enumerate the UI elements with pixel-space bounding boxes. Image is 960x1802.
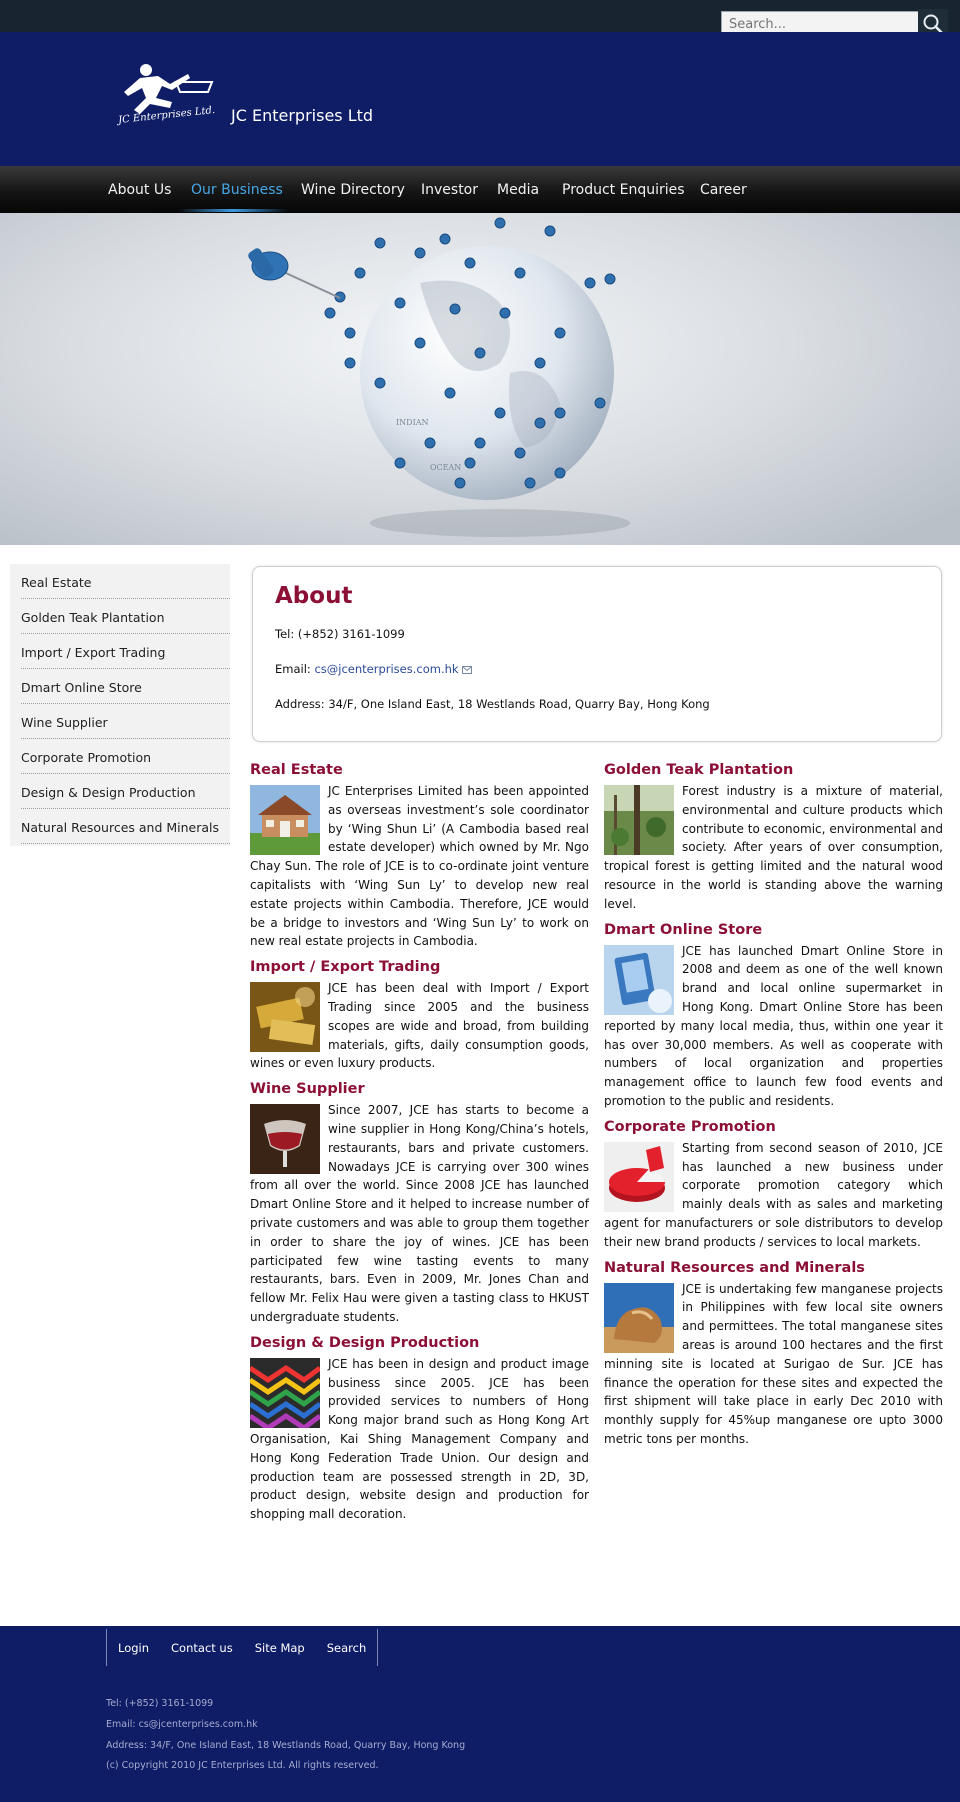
section-body: JCE is undertaking few manganese projects in Philippines with few local site owners and permittees. The total manganese sites areas is around 100 hectares and the first minning site is located at Surigao de Sur. JCE has finance the operation for these sites and expected the first shipment will take place in early Dec 2010 with monthly supply for 45%up manganese ore upto 3000 metric tons per months. (604, 1281, 943, 1446)
section-title: Wine Supplier (250, 1081, 365, 1098)
map-pin-icon (515, 268, 525, 278)
map-pin-icon (395, 298, 405, 308)
sidebar-item-natural-resources[interactable]: Natural Resources and Minerals (21, 809, 230, 844)
nav-about-us[interactable]: About Us (108, 182, 172, 198)
about-title: About (275, 583, 353, 609)
map-pin-icon (515, 448, 525, 458)
map-pin-icon (555, 408, 565, 418)
online-store-thumbnail-image (604, 945, 674, 1015)
map-pin-icon (500, 308, 510, 318)
about-tel (275, 627, 405, 641)
footer-copyright: (c) Copyright 2010 JC Enterprises Ltd. All rights reserved. (106, 1760, 379, 1771)
map-pin-icon (465, 458, 475, 468)
map-pin-icon (450, 304, 460, 314)
map-pin-icon (375, 378, 385, 388)
map-pin-icon (440, 234, 450, 244)
footer-email: Email: cs@jcenterprises.com.hk (106, 1719, 258, 1730)
sidebar (10, 564, 230, 846)
gold-bars-thumbnail-image (250, 982, 320, 1052)
section-title: Design & Design Production (250, 1334, 480, 1351)
svg-text:OCEAN: OCEAN (430, 463, 462, 472)
section-wine-supplier (250, 1081, 589, 1327)
about-address (275, 697, 710, 711)
content-column-left (250, 762, 589, 1524)
wine-glass-thumbnail-image (250, 1104, 320, 1174)
section-import-export (250, 959, 589, 1073)
map-pin-icon (325, 308, 335, 318)
house-thumbnail-image (250, 785, 320, 855)
footer-link-sitemap[interactable]: Site Map (254, 1640, 305, 1655)
map-pin-icon (475, 348, 485, 358)
nav-active-indicator (178, 209, 288, 212)
section-real-estate (250, 762, 589, 951)
nav-media[interactable]: Media (497, 182, 540, 198)
logo-wordmark: JC Enterprises Ltd. (117, 104, 216, 127)
map-pin-icon (445, 388, 455, 398)
section-dmart (604, 922, 943, 1111)
pie-chart-thumbnail-image (604, 1142, 674, 1212)
map-pin-icon (495, 218, 505, 228)
footer-link-search[interactable]: Search (326, 1640, 367, 1655)
sidebar-item-wine-supplier[interactable]: Wine Supplier (21, 704, 230, 739)
section-title: Natural Resources and Minerals (604, 1259, 865, 1276)
section-title: Dmart Online Store (604, 921, 763, 938)
sidebar-item-import-export[interactable]: Import / Export Trading (21, 634, 230, 669)
map-pin-icon (525, 478, 535, 488)
nav-our-business[interactable]: Our Business (191, 182, 283, 198)
email-label: Email: (275, 662, 311, 676)
tel-label: Tel: (275, 627, 295, 641)
mail-icon (462, 666, 472, 674)
map-pin-icon (545, 226, 555, 236)
site-header (0, 32, 960, 166)
address-value: 34/F, One Island East, 18 Westlands Road, Quarry Bay, Hong Kong (328, 697, 710, 711)
colored-pencils-thumbnail-image (250, 1358, 320, 1428)
footer-link-contact[interactable]: Contact us (171, 1640, 233, 1655)
section-title: Import / Export Trading (250, 959, 441, 976)
address-label: Address: (275, 697, 325, 711)
footer-address: Address: 34/F, One Island East, 18 Westlands Road, Quarry Bay, Hong Kong (106, 1740, 466, 1751)
section-corporate-promotion (604, 1119, 943, 1252)
sidebar-item-design-production[interactable]: Design & Design Production (21, 774, 230, 809)
nav-investor[interactable]: Investor (421, 182, 479, 198)
site-title: JC Enterprises Ltd (231, 106, 374, 125)
map-pin-icon (455, 478, 465, 488)
map-pin-icon (555, 468, 565, 478)
tel-value: (+852) 3161-1099 (297, 627, 405, 641)
sidebar-item-corporate-promotion[interactable]: Corporate Promotion (21, 739, 230, 774)
top-bar (0, 0, 960, 32)
about-email (275, 662, 472, 676)
map-pin-icon (555, 328, 565, 338)
site-footer (0, 1626, 960, 1802)
about-box (252, 566, 942, 742)
map-pin-icon (355, 268, 365, 278)
footer-link-login[interactable]: Login (118, 1640, 150, 1655)
section-body: JC Enterprises Limited has been appointed as overseas investment’s sole coordinator by ‘Wing Shun Li’ (A Cambodia based real estate developer) which owned by Mr. Ngo Chay Sun. The role of JCE is to co-ordinate joint venture capitalists with ‘Wing Sun Ly’ to develop new real estate projects within Cambodia. Therefore, JCE would be a bridge to investors and ‘Wing Sun Ly’ to work on new real estate projects in Cambodia. (250, 784, 589, 949)
rock-thumbnail-image (604, 1283, 674, 1353)
forest-thumbnail-image (604, 785, 674, 855)
section-design-production (250, 1335, 589, 1524)
section-title: Corporate Promotion (604, 1118, 776, 1135)
sidebar-item-dmart[interactable]: Dmart Online Store (21, 669, 230, 704)
globe-with-pins-image (0, 213, 960, 545)
nav-career[interactable]: Career (700, 182, 747, 198)
section-body: JCE has been deal with Import / Export Trading since 2005 and the business scopes are wide and broad, from building materials, gifts, daily consumption goods, wines or even luxury products. (250, 981, 589, 1071)
map-pin-icon (595, 398, 605, 408)
footer-links (106, 1629, 378, 1666)
section-natural-resources (604, 1260, 943, 1449)
section-title: Golden Teak Plantation (604, 762, 794, 778)
section-body: Forest industry is a mixture of material, environmental and culture products which contribute to economic, environmental and society. After years of over consumption, tropical forest is getting limited and the natural wood resource in the world is standing above the warning level. (604, 784, 943, 911)
nav-product-enquiries[interactable]: Product Enquiries (562, 182, 685, 198)
map-pin-icon (585, 278, 595, 288)
map-pin-icon (535, 418, 545, 428)
map-pin-icon (375, 238, 385, 248)
map-pin-icon (425, 438, 435, 448)
map-pin-icon (415, 338, 425, 348)
section-body: Starting from second season of 2010, JCE has launched a new business under corporate promotion category which mainly deals with as sales and marketing agent for manufacturers or sole distributors to develop their new brand products / services to local markets. (604, 1140, 943, 1249)
footer-tel: Tel: (+852) 3161-1099 (106, 1698, 214, 1709)
main-nav (0, 166, 960, 213)
sidebar-item-real-estate[interactable]: Real Estate (21, 564, 230, 599)
section-body: JCE has launched Dmart Online Store in 2008 and deem as one of the well known brand and local online supermarket in Hong Kong. Dmart Online Store has been reported by many local media, thus, within one year it has over 30,000 members. As well as cooperate with numbers of local organization and properties management office to launch few food events and promotion to the public and residents. (604, 943, 943, 1108)
section-golden-teak (604, 762, 943, 914)
svg-text:INDIAN: INDIAN (396, 418, 429, 427)
map-pin-icon (535, 358, 545, 368)
map-pin-icon (345, 358, 355, 368)
map-pin-icon (465, 258, 475, 268)
sidebar-item-golden-teak[interactable]: Golden Teak Plantation (21, 599, 230, 634)
map-pin-icon (605, 274, 615, 284)
nav-wine-directory[interactable]: Wine Directory (301, 182, 405, 198)
section-body: Since 2007, JCE has starts to become a wine supplier in Hong Kong/China’s hotels, restaurants, bars and private customers. Nowadays JCE is carrying over 300 wines from all over the world. Since 2008 JCE has launched Dmart Online Store and it helped to increase number of private customers and was able to group them together in order to share the joy of wines. JCE has been participated few wine tasting events to many restaurants, bars. Even in 2009, Mr. Jones Chan and fellow Mr. Felix Hau were given a tasting class to HKUST undergraduate students. (250, 1103, 589, 1324)
email-link[interactable]: cs@jcenterprises.com.hk (314, 662, 459, 676)
map-pin-icon (475, 438, 485, 448)
map-pin-icon (415, 248, 425, 258)
section-title: Real Estate (250, 762, 343, 778)
map-pin-icon (345, 328, 355, 338)
content-column-right (604, 762, 943, 1449)
hero-banner (0, 213, 960, 545)
section-body: JCE has been in design and product image business since 2005. JCE has been provided services to numbers of Hong Kong major brand such as Hong Kong Art Organisation, Kai Shing Management Company and Hong Kong Federation Trade Union. Our design and production team are possessed strength in 2D, 3D, product design, website design and production for shopping mall decoration. (250, 1356, 589, 1522)
map-pin-icon (495, 408, 505, 418)
map-pin-icon (395, 458, 405, 468)
